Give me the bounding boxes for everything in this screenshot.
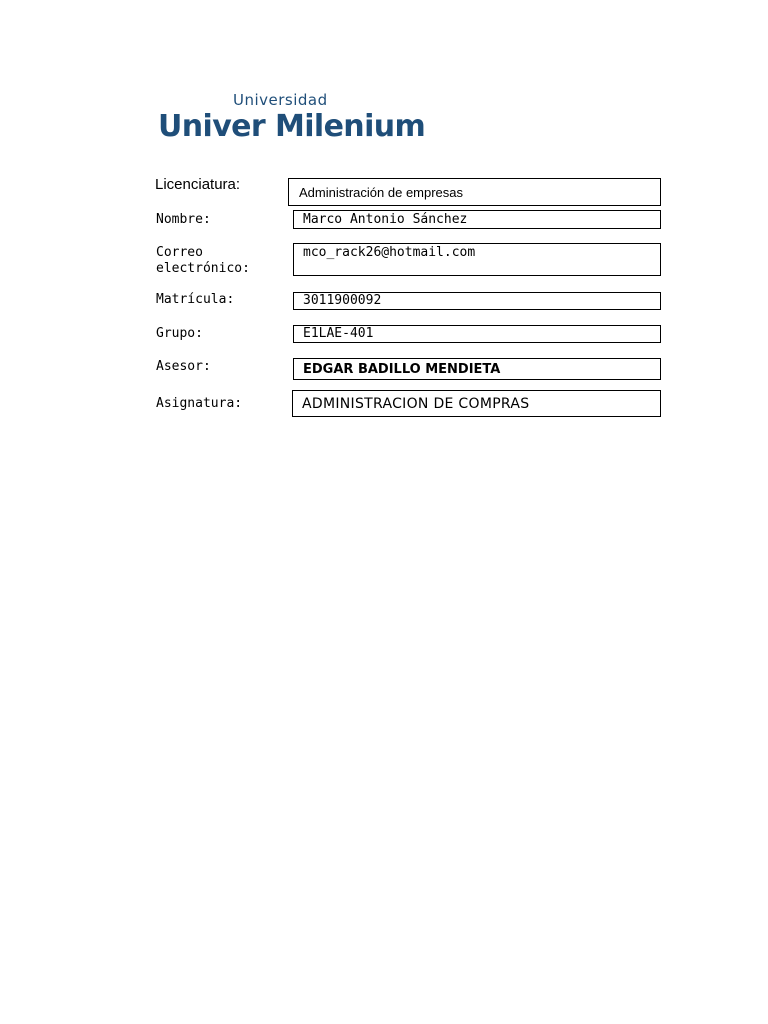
licenciatura-label: Licenciatura: <box>155 176 241 193</box>
asesor-label: Asesor: <box>156 359 211 374</box>
nombre-value: Marco Antonio Sánchez <box>303 212 468 227</box>
matricula-field <box>293 292 661 310</box>
correo-label-line1: Correo <box>156 245 203 260</box>
logo-university-label: Universidad <box>233 91 328 109</box>
asignatura-value: ADMINISTRACION DE COMPRAS <box>302 396 530 412</box>
logo-university-name: Univer Milenium <box>158 109 426 144</box>
licenciatura-value: Administración de empresas <box>299 185 464 200</box>
correo-field <box>293 243 661 276</box>
correo-value: mco_rack26@hotmail.com <box>303 245 476 260</box>
nombre-label: Nombre: <box>156 212 211 227</box>
licenciatura-field <box>288 178 661 206</box>
grupo-value: E1LAE-401 <box>303 326 374 341</box>
correo-label-line2: electrónico: <box>156 261 250 276</box>
matricula-value: 3011900092 <box>303 293 382 308</box>
asignatura-field <box>292 390 661 417</box>
asesor-field <box>293 358 661 380</box>
matricula-label: Matrícula: <box>156 292 235 307</box>
grupo-field <box>293 325 661 343</box>
asesor-value: EDGAR BADILLO MENDIETA <box>303 362 501 377</box>
asignatura-label: Asignatura: <box>156 396 243 411</box>
nombre-field <box>293 210 661 229</box>
grupo-label: Grupo: <box>156 326 203 341</box>
